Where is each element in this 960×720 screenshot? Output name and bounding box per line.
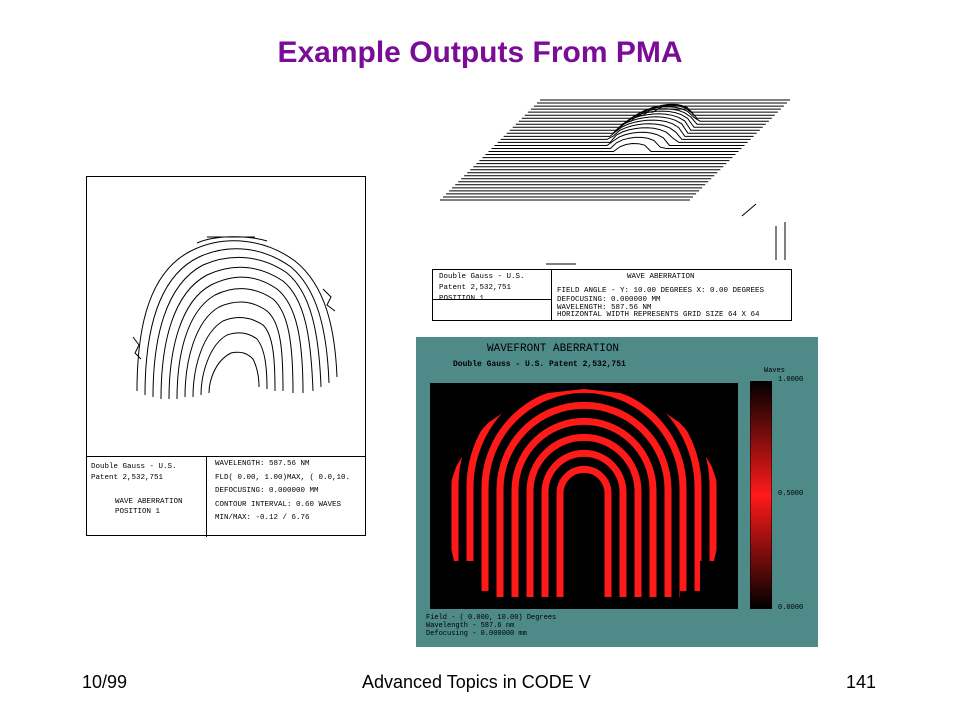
- wavefront-map-graphic: [430, 383, 738, 609]
- wavefront-wavelength: Wavelength - 587.6 nm: [426, 622, 515, 630]
- surface-grid-note: HORIZONTAL WIDTH REPRESENTS GRID SIZE 64 X 64: [557, 311, 760, 319]
- surface-info-box: [432, 269, 792, 321]
- map-background: [430, 383, 738, 609]
- wavefront-subtitle: Double Gauss - U.S. Patent 2,532,751: [453, 360, 626, 369]
- contour-line: [209, 352, 259, 393]
- surface-heading: WAVE ABERRATION: [627, 273, 695, 281]
- surface-defocusing: DEFOCUSING: 0.000000 MM: [557, 296, 661, 304]
- wavefront-map-panel: [416, 337, 818, 647]
- surface-plot-panel: [430, 96, 795, 322]
- contour-field: FLD( 0.00, 1.00)MAX, ( 0.0,10.: [215, 474, 351, 482]
- legend-min-label: 0.0000: [778, 604, 804, 612]
- legend-max-label: 1.0000: [778, 376, 804, 384]
- legend-mid-label: 0.5000: [778, 490, 804, 498]
- legend-title: Waves: [764, 367, 786, 375]
- footer-page-number: 141: [846, 672, 877, 692]
- surface-wavelength: WAVELENGTH: 587.56 NM: [557, 304, 652, 312]
- contour-defocusing: DEFOCUSING: 0.000000 MM: [215, 487, 319, 495]
- contour-plot-panel: [86, 176, 366, 536]
- contour-line: [197, 237, 267, 243]
- contour-min-max: MIN/MAX: -0.12 / 6.76: [215, 514, 310, 522]
- surface-plot-graphic: [430, 96, 795, 268]
- surface-grid-line: [495, 132, 745, 145]
- contour-line: [323, 289, 335, 311]
- contour-line: [185, 302, 283, 397]
- contour-title-line4: POSITION 1: [115, 508, 161, 516]
- contour-title-line2: Patent 2,532,751: [91, 474, 164, 482]
- contour-title-line3: WAVE ABERRATION: [115, 498, 183, 506]
- footer-date: 10/99: [82, 672, 128, 692]
- surface-info-divider: [433, 299, 551, 300]
- slide-title: Example Outputs From PMA: [277, 36, 683, 69]
- contour-title-line1: Double Gauss - U.S.: [91, 463, 177, 471]
- contour-line: [201, 333, 267, 395]
- surface-grid-line: [501, 124, 751, 140]
- surface-info-left: [433, 270, 552, 320]
- contour-plot-graphic: [87, 177, 365, 455]
- surface-grid-line: [516, 109, 766, 125]
- wavefront-title: WAVEFRONT ABERRATION: [487, 343, 620, 355]
- surface-title-line2: Patent 2,532,751: [439, 284, 512, 292]
- contour-wavelength: WAVELENGTH: 587.56 NM: [215, 460, 310, 468]
- contour-info-left: [87, 457, 207, 537]
- axis-tick: [742, 204, 756, 216]
- contour-info-box: [87, 456, 365, 537]
- surface-title-line3: POSITION 1: [439, 295, 485, 303]
- contour-interval: CONTOUR INTERVAL: 0.60 WAVES: [215, 501, 342, 509]
- contour-line: [177, 289, 293, 399]
- wavefront-field: Field - ( 0.000, 10.00) Degrees: [426, 614, 557, 622]
- surface-field-angle: FIELD ANGLE - Y: 10.00 DEGREES X: 0.00 DEGREES: [557, 287, 765, 295]
- contour-line: [137, 241, 337, 391]
- wavefront-defocusing: Defocusing - 0.000000 mm: [426, 630, 527, 638]
- color-legend-bar: [750, 381, 772, 609]
- surface-title-line1: Double Gauss - U.S.: [439, 273, 525, 281]
- footer-course-title: Advanced Topics in CODE V: [362, 672, 591, 692]
- contour-line: [193, 318, 275, 397]
- surface-grid-line: [489, 144, 739, 152]
- contour-line: [145, 249, 329, 395]
